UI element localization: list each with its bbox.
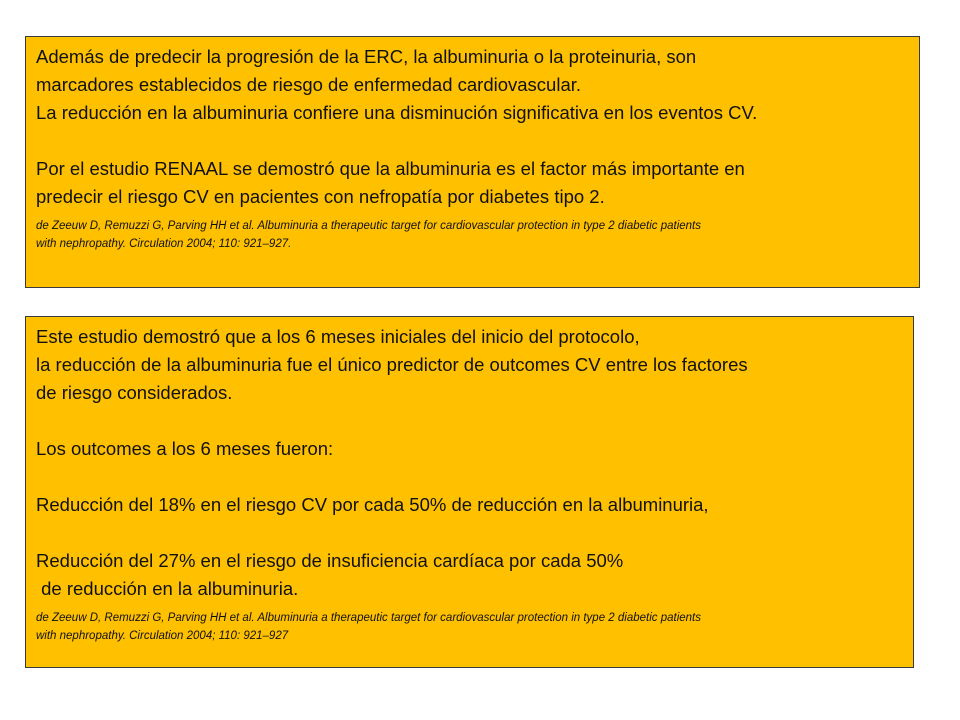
paragraph-line: La reducción en la albuminuria confiere una disminución significativa en los eventos CV. [36,102,758,123]
paragraph-line: marcadores establecidos de riesgo de enfermedad cardiovascular. [36,74,582,95]
paragraph-spacer [36,407,903,435]
paragraph-spacer [36,463,903,491]
outcomes-text-box [25,316,914,668]
citation-line: de Zeeuw D, Remuzzi G, Parving HH et al. Albuminuria a therapeutic target for cardiovascular protection in type 2 diabetic patients [36,220,701,232]
paragraph-spacer [36,519,903,547]
paragraph-line: Este estudio demostró que a los 6 meses iniciales del inicio del protocolo, [36,326,640,347]
paragraph-line: Reducción del 18% en el riesgo CV por cada 50% de reducción en la albuminuria, [36,494,709,515]
paragraph-line: predecir el riesgo CV en pacientes con nefropatía por diabetes tipo 2. [36,186,605,207]
summary-text-box [25,36,920,288]
paragraph-line: Además de predecir la progresión de la ERC, la albuminuria o la proteinuria, son [36,46,697,67]
paragraph-line: Por el estudio RENAAL se demostró que la albuminuria es el factor más importante en [36,158,745,179]
paragraph-line: Reducción del 27% en el riesgo de insuficiencia cardíaca por cada 50% [36,550,624,571]
paragraph-line: de riesgo considerados. [36,382,233,403]
citation-line: de Zeeuw D, Remuzzi G, Parving HH et al. Albuminuria a therapeutic target for cardiovascular protection in type 2 diabetic patients [36,612,701,624]
citation-line: with nephropathy. Circulation 2004; 110: 921–927. [36,238,292,250]
paragraph-line: de reducción en la albuminuria. [36,578,299,599]
paragraph-line: Los outcomes a los 6 meses fueron: [36,438,334,459]
paragraph-line: la reducción de la albuminuria fue el único predictor de outcomes CV entre los factores [36,354,748,375]
citation-line: with nephropathy. Circulation 2004; 110: 921–927 [36,630,289,642]
paragraph-spacer [36,127,909,155]
